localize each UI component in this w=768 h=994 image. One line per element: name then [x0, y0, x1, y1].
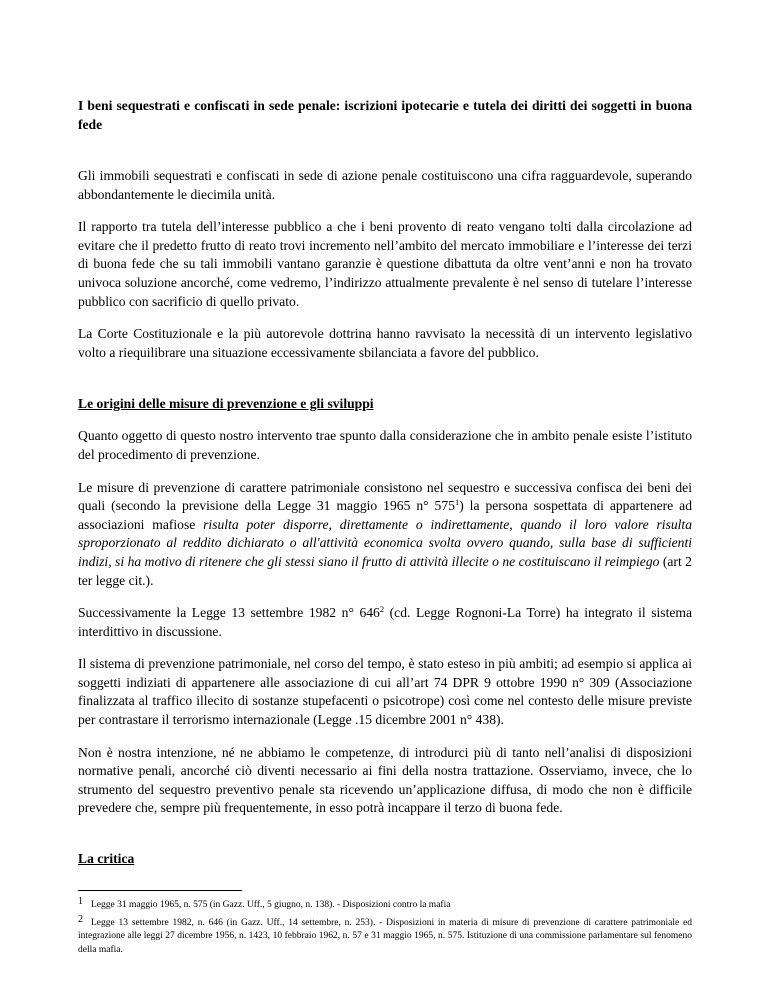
footnote-divider — [78, 890, 242, 891]
paragraph-quanto: Quanto oggetto di questo nostro intervento trae spunto dalla considerazione che in ambito penale esiste l’istituto del procedimento di prevenzione. — [78, 428, 692, 462]
paragraph-successivamente — [78, 604, 692, 641]
footnote-ref-1[interactable]: 1 — [454, 497, 460, 508]
paragraph-misure-text: Le misure di prevenzione di carattere patrimoniale consistono nel sequestro e successiva confisca dei beni dei quali (secondo la previsione della Legge 31 maggio 1965 n° 575 — [78, 479, 692, 514]
paragraph-sistema: Il sistema di prevenzione patrimoniale, nel corso del tempo, è stato esteso in più ambiti; ad esempio si applica ai soggetti indiziati di appartenere alle associazione di cui all’art 74 DPR 9 ottobre 1990 n° 309 (Associazione finalizzata al traffico illecito di sostanze stupefacenti o psicotrope) così come nel contesto delle misure previste per contrastare il terrorismo internazionale (Legge .15 dicembre 2001 n° 438). — [78, 656, 692, 728]
footnote-text: Legge 13 settembre 1982, n. 646 (in Gazz. Uff., 14 settembre, n. 253). - Disposizioni in materia di misure di prevenzione di carattere patrimoniale ed integrazione alle leggi 27 dicembre 1956, n. 1423, 10 febbraio 1962, n. 57 e 31 maggio 1965, n. 575. Istituzione di una commissione parlamentare sul fenomeno della mafia. — [78, 917, 692, 955]
paragraph-intenzione: Non è nostra intenzione, né ne abbiamo le competenze, di introdurci più di tanto nell’analisi di disposizioni normative penali, ancorché ciò diventi necessario ai fini della nostra trattazione. Osserviamo, invece, che lo strumento del sequestro preventivo penale sta ricevendo un’applicazione diffusa, di modo che non è difficile prevedere che, sempre più frequentemente, in esso potrà incappare il terzo di buona fede. — [78, 744, 692, 816]
footnotes — [78, 890, 692, 957]
paragraph-misure-text-mid: ) la persona sospettata di appartenere ad associazioni mafiose — [78, 498, 693, 532]
section-heading-origini: Le origini delle misure di prevenzione e gli sviluppi — [78, 396, 374, 412]
footnote-number: 1 — [78, 896, 83, 907]
paragraph-rapporto: Il rapporto tra tutela dell’interesse pubblico a che i beni provento di reato vengano tolti dalla circolazione ad evitare che il predetto frutto di reato trovi incremento nell’ambito del mercato immobiliare e l’interesse dei terzi di buona fede che su tali immobili vantano garanzie è questione dibattuta da oltre vent’anni e non ha trovato univoca soluzione ancorché, come vedremo, l’indirizzo attualmente prevalente è nel senso di tutelare l’interesse pubblico con sacrificio di quello privato. — [78, 219, 692, 309]
paragraph-misure — [78, 479, 692, 591]
footnote-number: 2 — [78, 913, 83, 925]
footnote-ref-2[interactable]: 2 — [379, 604, 385, 615]
paragraph-successivamente-text-end: (cd. Legge Rognoni-La Torre) ha integrato il sistema interdittivo in discussione. — [78, 605, 693, 639]
paragraph-misure-text-end: (art 2 ter legge cit.). — [78, 553, 692, 588]
paragraph-misure-quote: risulta poter disporre, direttamente o indirettamente, quando il loro valore risulta sproporzionato al reddito dichiarato o all'attività economica svolta ovvero quando, sulla base di sufficienti indizi, si ha motivo di ritenere che gli stessi siano il frutto di attività illecite o ne costituiscano il reimpiego — [78, 516, 693, 569]
paragraph-intro: Gli immobili sequestrati e confiscati in sede di azione penale costituiscono una cifra ragguardevole, superando abbondantemente le diecimila unità. — [78, 168, 692, 202]
paragraph-successivamente-text: Successivamente la Legge 13 settembre 1982 n° 646 — [78, 605, 380, 621]
footnote-text: Legge 31 maggio 1965, n. 575 (in Gazz. Uff., 5 giugno, n. 138). - Disposizioni contro la mafia — [91, 900, 451, 910]
document-title: I beni sequestrati e confiscati in sede penale: iscrizioni ipotecarie e tutela dei diritti dei soggetti in buona fede — [78, 98, 692, 132]
paragraph-corte: La Corte Costituzionale e la più autorevole dottrina hanno ravvisato la necessità di un intervento legislativo volto a riequilibrare una situazione eccessivamente sbilanciata a favore del pubblico. — [78, 326, 692, 360]
footnote-2 — [78, 913, 692, 958]
section-heading-critica: La critica — [78, 851, 135, 867]
document-body — [78, 96, 692, 868]
footnote-1 — [78, 895, 692, 913]
